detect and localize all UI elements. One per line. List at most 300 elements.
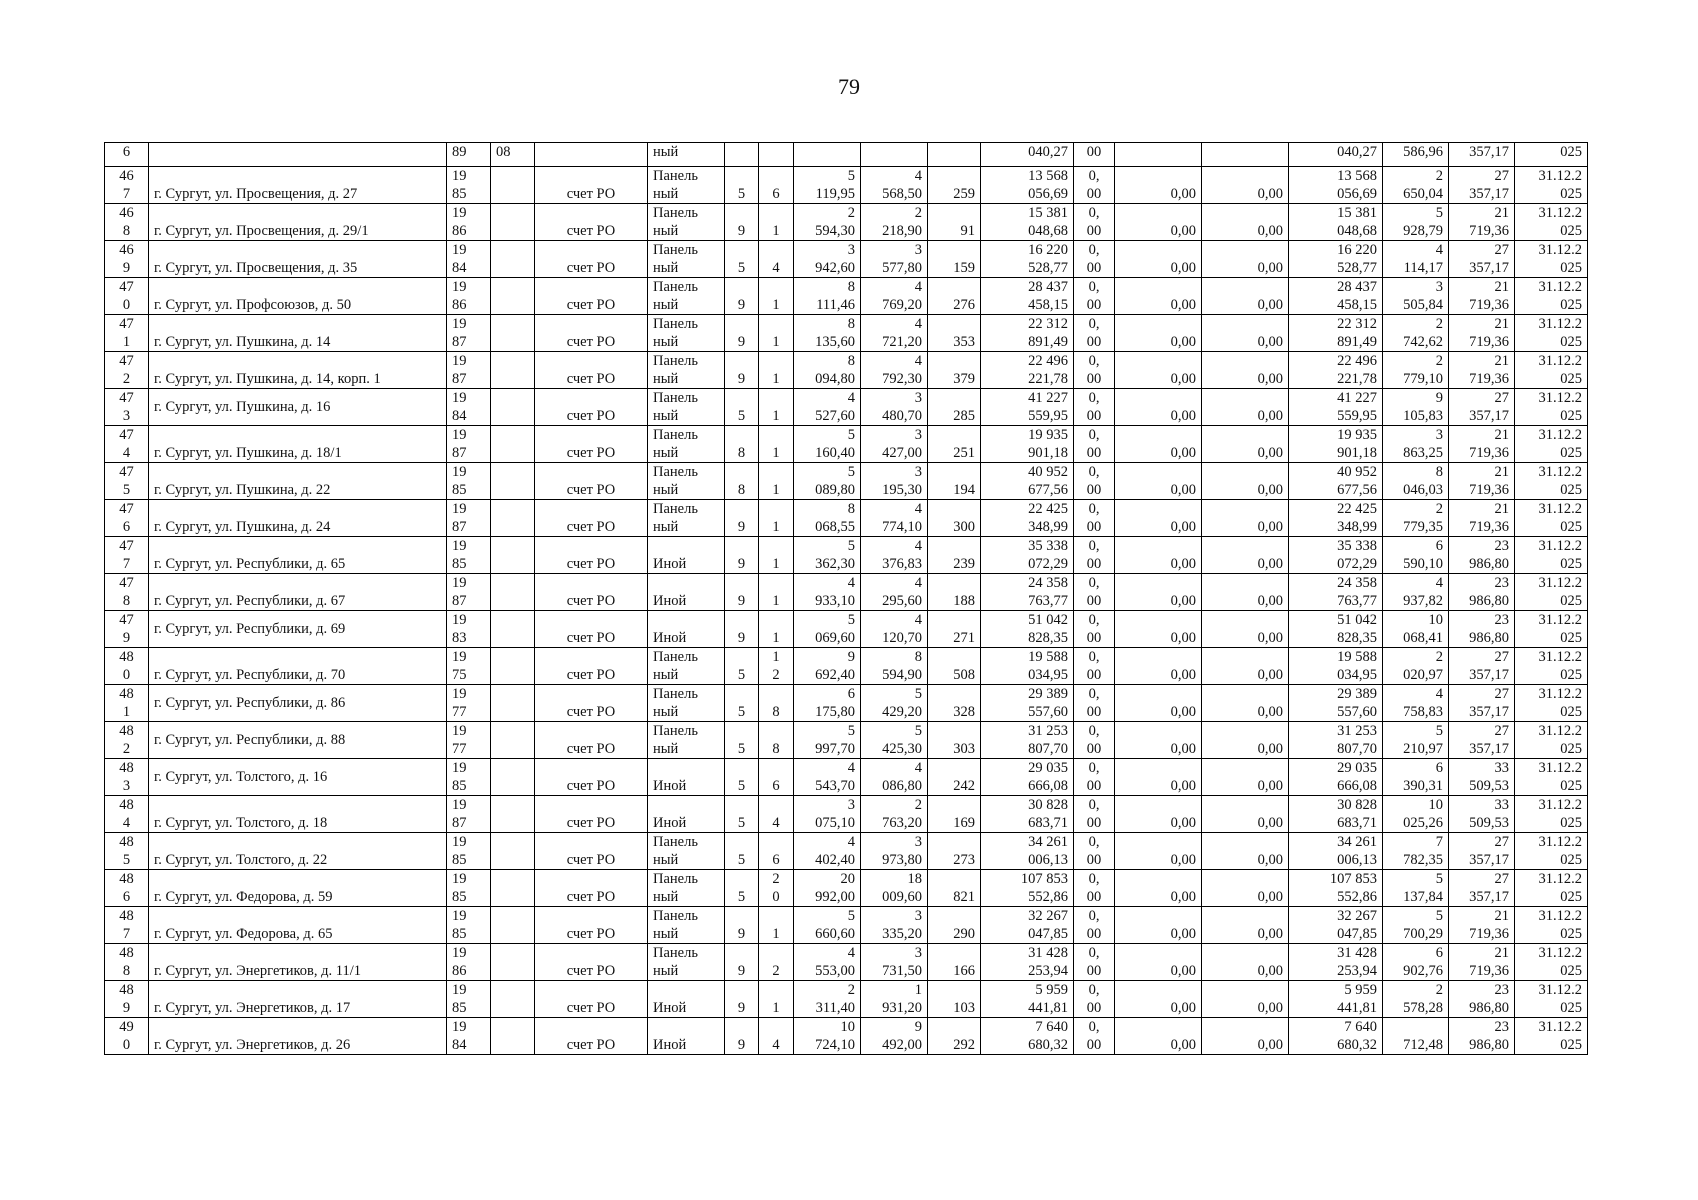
cell-wall-material: Панель ный — [648, 389, 725, 426]
cell-cost-per-sqm: 10 025,26 — [1383, 796, 1449, 833]
cell-residents: 300 — [928, 500, 981, 537]
cell-cost-total: 22 425 348,99 — [981, 500, 1074, 537]
cell-row-number: 49 0 — [105, 1018, 149, 1055]
cell-account-type: счет РО — [535, 204, 648, 241]
cell-entrances: 1 — [759, 981, 794, 1018]
cell-residents — [928, 143, 981, 167]
cell-floors: 5 — [725, 833, 759, 870]
cell-col-14: 0,00 — [1115, 759, 1202, 796]
cell-col-4 — [491, 389, 535, 426]
cell-year-built: 19 75 — [447, 648, 491, 685]
cell-col-13: 0, 00 — [1074, 241, 1115, 278]
cell-floors: 9 — [725, 315, 759, 352]
cell-cost-total: 51 042 828,35 — [981, 611, 1074, 648]
cell-row-number: 48 0 — [105, 648, 149, 685]
cell-cost-balance: 30 828 683,71 — [1289, 796, 1383, 833]
cell-deadline: 31.12.2 025 — [1515, 1018, 1588, 1055]
cell-cost-total: 13 568 056,69 — [981, 167, 1074, 204]
cell-col-13: 0, 00 — [1074, 1018, 1115, 1055]
cell-account-type: счет РО — [535, 500, 648, 537]
cell-address: г. Сургут, ул. Толстого, д. 16 — [149, 759, 447, 796]
cell-address: г. Сургут, ул. Пушкина, д. 22 — [149, 463, 447, 500]
cell-col-13: 0, 00 — [1074, 389, 1115, 426]
cell-account-type: счет РО — [535, 278, 648, 315]
cell-col-14: 0,00 — [1115, 278, 1202, 315]
cell-entrances: 1 — [759, 352, 794, 389]
cell-cost-total: 16 220 528,77 — [981, 241, 1074, 278]
cell-limit-cost: 21 719,36 — [1449, 463, 1515, 500]
cell-account-type: счет РО — [535, 574, 648, 611]
cell-limit-cost: 357,17 — [1449, 143, 1515, 167]
cell-col-13: 0, 00 — [1074, 944, 1115, 981]
cell-cost-per-sqm: 5 928,79 — [1383, 204, 1449, 241]
cell-total-area: 4 553,00 — [794, 944, 861, 981]
cell-col-14: 0,00 — [1115, 537, 1202, 574]
cell-deadline: 31.12.2 025 — [1515, 463, 1588, 500]
cell-col-15 — [1202, 143, 1289, 167]
cell-account-type: счет РО — [535, 463, 648, 500]
cell-row-number: 48 6 — [105, 870, 149, 907]
cell-account-type: счет РО — [535, 315, 648, 352]
cell-address: г. Сургут, ул. Пушкина, д. 14, корп. 1 — [149, 352, 447, 389]
cell-deadline: 31.12.2 025 — [1515, 278, 1588, 315]
table-row — [105, 352, 1588, 389]
cell-cost-per-sqm: 4 114,17 — [1383, 241, 1449, 278]
cell-total-area: 2 311,40 — [794, 981, 861, 1018]
cell-residents: 353 — [928, 315, 981, 352]
cell-year-built: 19 77 — [447, 685, 491, 722]
cell-address: г. Сургут, ул. Профсоюзов, д. 50 — [149, 278, 447, 315]
cell-col-13: 0, 00 — [1074, 500, 1115, 537]
cell-total-area: 20 992,00 — [794, 870, 861, 907]
cell-col-4 — [491, 574, 535, 611]
cell-address: г. Сургут, ул. Пушкина, д. 18/1 — [149, 426, 447, 463]
cell-col-14: 0,00 — [1115, 833, 1202, 870]
cell-row-number: 47 3 — [105, 389, 149, 426]
cell-floors: 5 — [725, 722, 759, 759]
cell-wall-material: Иной — [648, 537, 725, 574]
cell-residents: 303 — [928, 722, 981, 759]
cell-account-type: счет РО — [535, 352, 648, 389]
cell-residents: 103 — [928, 981, 981, 1018]
cell-cost-balance: 41 227 559,95 — [1289, 389, 1383, 426]
cell-address: г. Сургут, ул. Толстого, д. 22 — [149, 833, 447, 870]
cell-cost-balance: 34 261 006,13 — [1289, 833, 1383, 870]
cell-cost-per-sqm: 586,96 — [1383, 143, 1449, 167]
cell-wall-material: Иной — [648, 796, 725, 833]
table-row — [105, 870, 1588, 907]
cell-year-built: 19 85 — [447, 833, 491, 870]
cell-total-area: 5 660,60 — [794, 907, 861, 944]
cell-residents: 285 — [928, 389, 981, 426]
cell-col-14: 0,00 — [1115, 648, 1202, 685]
cell-cost-per-sqm: 6 590,10 — [1383, 537, 1449, 574]
cell-limit-cost: 21 719,36 — [1449, 426, 1515, 463]
cell-limit-cost: 33 509,53 — [1449, 759, 1515, 796]
table-row — [105, 611, 1588, 648]
cell-col-4 — [491, 648, 535, 685]
cell-deadline: 31.12.2 025 — [1515, 352, 1588, 389]
cell-total-area: 5 069,60 — [794, 611, 861, 648]
cell-year-built: 19 87 — [447, 315, 491, 352]
cell-col-15: 0,00 — [1202, 944, 1289, 981]
cell-total-area: 8 068,55 — [794, 500, 861, 537]
table-row — [105, 722, 1588, 759]
cell-limit-cost: 21 719,36 — [1449, 204, 1515, 241]
cell-living-area: 5 425,30 — [861, 722, 928, 759]
cell-col-4 — [491, 981, 535, 1018]
cell-cost-balance: 19 588 034,95 — [1289, 648, 1383, 685]
cell-total-area: 8 094,80 — [794, 352, 861, 389]
cell-cost-total: 22 496 221,78 — [981, 352, 1074, 389]
cell-floors: 9 — [725, 981, 759, 1018]
cell-row-number: 48 8 — [105, 944, 149, 981]
cell-floors: 5 — [725, 685, 759, 722]
cell-wall-material: Панель ный — [648, 241, 725, 278]
cell-col-13: 0, 00 — [1074, 870, 1115, 907]
cell-cost-total: 19 588 034,95 — [981, 648, 1074, 685]
cell-cost-per-sqm: 4 758,83 — [1383, 685, 1449, 722]
table-row — [105, 143, 1588, 167]
cell-cost-per-sqm: 3 505,84 — [1383, 278, 1449, 315]
cell-year-built: 19 85 — [447, 907, 491, 944]
cell-entrances: 1 — [759, 500, 794, 537]
cell-living-area: 3 335,20 — [861, 907, 928, 944]
cell-limit-cost: 23 986,80 — [1449, 611, 1515, 648]
cell-living-area: 1 931,20 — [861, 981, 928, 1018]
cell-wall-material: Панель ный — [648, 167, 725, 204]
table-row — [105, 278, 1588, 315]
cell-account-type: счет РО — [535, 1018, 648, 1055]
cell-residents: 91 — [928, 204, 981, 241]
cell-col-15: 0,00 — [1202, 796, 1289, 833]
cell-cost-total: 7 640 680,32 — [981, 1018, 1074, 1055]
cell-col-14: 0,00 — [1115, 722, 1202, 759]
table-row — [105, 759, 1588, 796]
cell-cost-balance: 7 640 680,32 — [1289, 1018, 1383, 1055]
cell-entrances: 2 — [759, 944, 794, 981]
cell-total-area: 3 942,60 — [794, 241, 861, 278]
cell-entrances: 4 — [759, 1018, 794, 1055]
cell-wall-material: Панель ный — [648, 352, 725, 389]
cell-col-15: 0,00 — [1202, 352, 1289, 389]
cell-deadline: 31.12.2 025 — [1515, 907, 1588, 944]
cell-cost-total: 34 261 006,13 — [981, 833, 1074, 870]
cell-total-area: 4 543,70 — [794, 759, 861, 796]
cell-col-14: 0,00 — [1115, 870, 1202, 907]
cell-residents: 251 — [928, 426, 981, 463]
cell-address: г. Сургут, ул. Просвещения, д. 29/1 — [149, 204, 447, 241]
cell-total-area: 5 997,70 — [794, 722, 861, 759]
cell-floors: 8 — [725, 426, 759, 463]
cell-limit-cost: 33 509,53 — [1449, 796, 1515, 833]
cell-floors: 9 — [725, 1018, 759, 1055]
cell-total-area: 4 527,60 — [794, 389, 861, 426]
cell-cost-balance: 22 425 348,99 — [1289, 500, 1383, 537]
cell-col-14: 0,00 — [1115, 463, 1202, 500]
cell-col-14: 0,00 — [1115, 315, 1202, 352]
cell-account-type: счет РО — [535, 241, 648, 278]
cell-cost-per-sqm: 4 937,82 — [1383, 574, 1449, 611]
cell-row-number: 47 2 — [105, 352, 149, 389]
cell-limit-cost: 21 719,36 — [1449, 352, 1515, 389]
cell-col-14: 0,00 — [1115, 944, 1202, 981]
cell-row-number: 48 4 — [105, 796, 149, 833]
table-row — [105, 537, 1588, 574]
cell-living-area: 3 577,80 — [861, 241, 928, 278]
cell-limit-cost: 21 719,36 — [1449, 278, 1515, 315]
cell-cost-total: 40 952 677,56 — [981, 463, 1074, 500]
cell-account-type: счет РО — [535, 722, 648, 759]
cell-row-number: 48 2 — [105, 722, 149, 759]
cell-col-4 — [491, 722, 535, 759]
cell-cost-balance: 51 042 828,35 — [1289, 611, 1383, 648]
cell-limit-cost: 21 719,36 — [1449, 500, 1515, 537]
cell-entrances: 1 — [759, 611, 794, 648]
cell-floors: 5 — [725, 759, 759, 796]
cell-living-area: 8 594,90 — [861, 648, 928, 685]
cell-residents: 242 — [928, 759, 981, 796]
cell-row-number: 48 7 — [105, 907, 149, 944]
cell-cost-balance: 29 035 666,08 — [1289, 759, 1383, 796]
cell-address: г. Сургут, ул. Республики, д. 65 — [149, 537, 447, 574]
cell-address: г. Сургут, ул. Просвещения, д. 27 — [149, 167, 447, 204]
cell-limit-cost: 21 719,36 — [1449, 315, 1515, 352]
cell-total-area: 4 402,40 — [794, 833, 861, 870]
cell-entrances: 1 — [759, 537, 794, 574]
table-row — [105, 167, 1588, 204]
cell-floors: 9 — [725, 204, 759, 241]
cell-deadline: 31.12.2 025 — [1515, 167, 1588, 204]
cell-total-area: 5 160,40 — [794, 426, 861, 463]
cell-cost-balance: 16 220 528,77 — [1289, 241, 1383, 278]
cell-entrances: 1 — [759, 278, 794, 315]
cell-entrances: 2 0 — [759, 870, 794, 907]
cell-limit-cost: 27 357,17 — [1449, 722, 1515, 759]
cell-year-built: 89 — [447, 143, 491, 167]
cell-col-13: 0, 00 — [1074, 833, 1115, 870]
cell-col-4 — [491, 1018, 535, 1055]
cell-living-area: 4 086,80 — [861, 759, 928, 796]
cell-address: г. Сургут, ул. Республики, д. 86 — [149, 685, 447, 722]
cell-entrances: 1 — [759, 463, 794, 500]
cell-deadline: 31.12.2 025 — [1515, 759, 1588, 796]
cell-cost-total: 41 227 559,95 — [981, 389, 1074, 426]
cell-address: г. Сургут, ул. Республики, д. 88 — [149, 722, 447, 759]
table-row — [105, 981, 1588, 1018]
cell-total-area: 8 135,60 — [794, 315, 861, 352]
cell-entrances: 4 — [759, 241, 794, 278]
cell-deadline: 31.12.2 025 — [1515, 204, 1588, 241]
cell-wall-material: Панель ный — [648, 685, 725, 722]
cell-col-4 — [491, 500, 535, 537]
table-row — [105, 944, 1588, 981]
cell-address: г. Сургут, ул. Энергетиков, д. 17 — [149, 981, 447, 1018]
cell-living-area — [861, 143, 928, 167]
cell-cost-balance: 19 935 901,18 — [1289, 426, 1383, 463]
cell-year-built: 19 84 — [447, 241, 491, 278]
cell-col-13: 0, 00 — [1074, 463, 1115, 500]
table-row — [105, 463, 1588, 500]
cell-total-area: 10 724,10 — [794, 1018, 861, 1055]
cell-deadline: 31.12.2 025 — [1515, 611, 1588, 648]
cell-col-15: 0,00 — [1202, 167, 1289, 204]
cell-col-4 — [491, 870, 535, 907]
cell-living-area: 4 376,83 — [861, 537, 928, 574]
table-row — [105, 389, 1588, 426]
cell-cost-total: 29 035 666,08 — [981, 759, 1074, 796]
cell-cost-balance: 24 358 763,77 — [1289, 574, 1383, 611]
cell-cost-total: 35 338 072,29 — [981, 537, 1074, 574]
cell-cost-total: 15 381 048,68 — [981, 204, 1074, 241]
cell-limit-cost: 27 357,17 — [1449, 167, 1515, 204]
cell-wall-material: ный — [648, 143, 725, 167]
cell-col-13: 0, 00 — [1074, 352, 1115, 389]
cell-cost-total: 31 253 807,70 — [981, 722, 1074, 759]
cell-cost-balance: 31 428 253,94 — [1289, 944, 1383, 981]
cell-floors: 5 — [725, 241, 759, 278]
cell-deadline: 31.12.2 025 — [1515, 833, 1588, 870]
cell-cost-per-sqm: 8 046,03 — [1383, 463, 1449, 500]
cell-col-14 — [1115, 143, 1202, 167]
cell-cost-per-sqm: 6 390,31 — [1383, 759, 1449, 796]
cell-col-4 — [491, 796, 535, 833]
cell-entrances: 6 — [759, 833, 794, 870]
cell-col-14: 0,00 — [1115, 204, 1202, 241]
cell-col-15: 0,00 — [1202, 907, 1289, 944]
cell-floors — [725, 143, 759, 167]
cell-floors: 9 — [725, 944, 759, 981]
cell-col-13: 0, 00 — [1074, 315, 1115, 352]
cell-year-built: 19 87 — [447, 796, 491, 833]
page-number: 79 — [838, 74, 860, 99]
cell-floors: 5 — [725, 389, 759, 426]
cell-limit-cost: 27 357,17 — [1449, 648, 1515, 685]
cell-living-area: 4 568,50 — [861, 167, 928, 204]
cell-col-14: 0,00 — [1115, 796, 1202, 833]
cell-wall-material: Панель ный — [648, 278, 725, 315]
cell-col-15: 0,00 — [1202, 500, 1289, 537]
cell-year-built: 19 87 — [447, 352, 491, 389]
cell-col-15: 0,00 — [1202, 722, 1289, 759]
cell-year-built: 19 77 — [447, 722, 491, 759]
cell-residents: 821 — [928, 870, 981, 907]
cell-deadline: 31.12.2 025 — [1515, 500, 1588, 537]
cell-wall-material: Иной — [648, 1018, 725, 1055]
cell-cost-per-sqm: 5 210,97 — [1383, 722, 1449, 759]
cell-deadline: 31.12.2 025 — [1515, 537, 1588, 574]
cell-col-4 — [491, 241, 535, 278]
cell-col-13: 0, 00 — [1074, 907, 1115, 944]
cell-account-type: счет РО — [535, 833, 648, 870]
cell-deadline: 31.12.2 025 — [1515, 981, 1588, 1018]
cell-col-14: 0,00 — [1115, 1018, 1202, 1055]
cell-limit-cost: 23 986,80 — [1449, 1018, 1515, 1055]
cell-year-built: 19 86 — [447, 204, 491, 241]
cell-living-area: 4 769,20 — [861, 278, 928, 315]
cell-cost-total: 31 428 253,94 — [981, 944, 1074, 981]
cell-address: г. Сургут, ул. Просвещения, д. 35 — [149, 241, 447, 278]
cell-year-built: 19 86 — [447, 278, 491, 315]
cell-total-area: 6 175,80 — [794, 685, 861, 722]
cell-wall-material: Панель ный — [648, 426, 725, 463]
cell-cost-balance: 13 568 056,69 — [1289, 167, 1383, 204]
cell-row-number: 46 9 — [105, 241, 149, 278]
cell-floors: 9 — [725, 537, 759, 574]
cell-residents: 239 — [928, 537, 981, 574]
cell-cost-balance: 5 959 441,81 — [1289, 981, 1383, 1018]
cell-entrances: 1 — [759, 426, 794, 463]
cell-limit-cost: 27 357,17 — [1449, 389, 1515, 426]
cell-col-4 — [491, 315, 535, 352]
cell-cost-balance: 040,27 — [1289, 143, 1383, 167]
cell-cost-balance: 35 338 072,29 — [1289, 537, 1383, 574]
cell-living-area: 4 295,60 — [861, 574, 928, 611]
cell-residents: 328 — [928, 685, 981, 722]
cell-living-area: 2 763,20 — [861, 796, 928, 833]
cell-address — [149, 143, 447, 167]
cell-living-area: 3 427,00 — [861, 426, 928, 463]
cell-cost-per-sqm: 2 742,62 — [1383, 315, 1449, 352]
cell-limit-cost: 27 357,17 — [1449, 241, 1515, 278]
cell-row-number: 48 9 — [105, 981, 149, 1018]
cell-col-15: 0,00 — [1202, 389, 1289, 426]
cell-entrances: 6 — [759, 759, 794, 796]
cell-floors: 9 — [725, 611, 759, 648]
cell-col-4 — [491, 537, 535, 574]
cell-cost-per-sqm: 5 700,29 — [1383, 907, 1449, 944]
cell-col-4 — [491, 907, 535, 944]
cell-year-built: 19 87 — [447, 500, 491, 537]
cell-floors: 5 — [725, 648, 759, 685]
cell-row-number: 47 1 — [105, 315, 149, 352]
cell-address: г. Сургут, ул. Энергетиков, д. 11/1 — [149, 944, 447, 981]
cell-col-15: 0,00 — [1202, 685, 1289, 722]
cell-col-4 — [491, 204, 535, 241]
cell-row-number: 47 8 — [105, 574, 149, 611]
cell-address: г. Сургут, ул. Пушкина, д. 14 — [149, 315, 447, 352]
cell-account-type: счет РО — [535, 685, 648, 722]
cell-col-4 — [491, 463, 535, 500]
cell-cost-per-sqm: 3 863,25 — [1383, 426, 1449, 463]
cell-row-number: 48 1 — [105, 685, 149, 722]
cell-address: г. Сургут, ул. Толстого, д. 18 — [149, 796, 447, 833]
cell-entrances: 1 2 — [759, 648, 794, 685]
cell-col-14: 0,00 — [1115, 241, 1202, 278]
cell-floors: 9 — [725, 278, 759, 315]
cell-address: г. Сургут, ул. Республики, д. 67 — [149, 574, 447, 611]
cell-wall-material: Панель ный — [648, 648, 725, 685]
cell-address: г. Сургут, ул. Республики, д. 70 — [149, 648, 447, 685]
cell-total-area: 5 119,95 — [794, 167, 861, 204]
cell-account-type: счет РО — [535, 389, 648, 426]
cell-cost-per-sqm: 2 020,97 — [1383, 648, 1449, 685]
cell-col-15: 0,00 — [1202, 759, 1289, 796]
cell-col-14: 0,00 — [1115, 426, 1202, 463]
cell-limit-cost: 27 357,17 — [1449, 685, 1515, 722]
cell-living-area: 3 195,30 — [861, 463, 928, 500]
cell-wall-material: Панель ный — [648, 870, 725, 907]
cell-entrances: 6 — [759, 167, 794, 204]
cell-col-4 — [491, 352, 535, 389]
cell-wall-material: Панель ный — [648, 907, 725, 944]
cell-col-15: 0,00 — [1202, 463, 1289, 500]
cell-total-area: 8 111,46 — [794, 278, 861, 315]
cell-col-15: 0,00 — [1202, 981, 1289, 1018]
cell-col-13: 0, 00 — [1074, 796, 1115, 833]
cell-deadline: 31.12.2 025 — [1515, 389, 1588, 426]
cell-col-14: 0,00 — [1115, 500, 1202, 537]
